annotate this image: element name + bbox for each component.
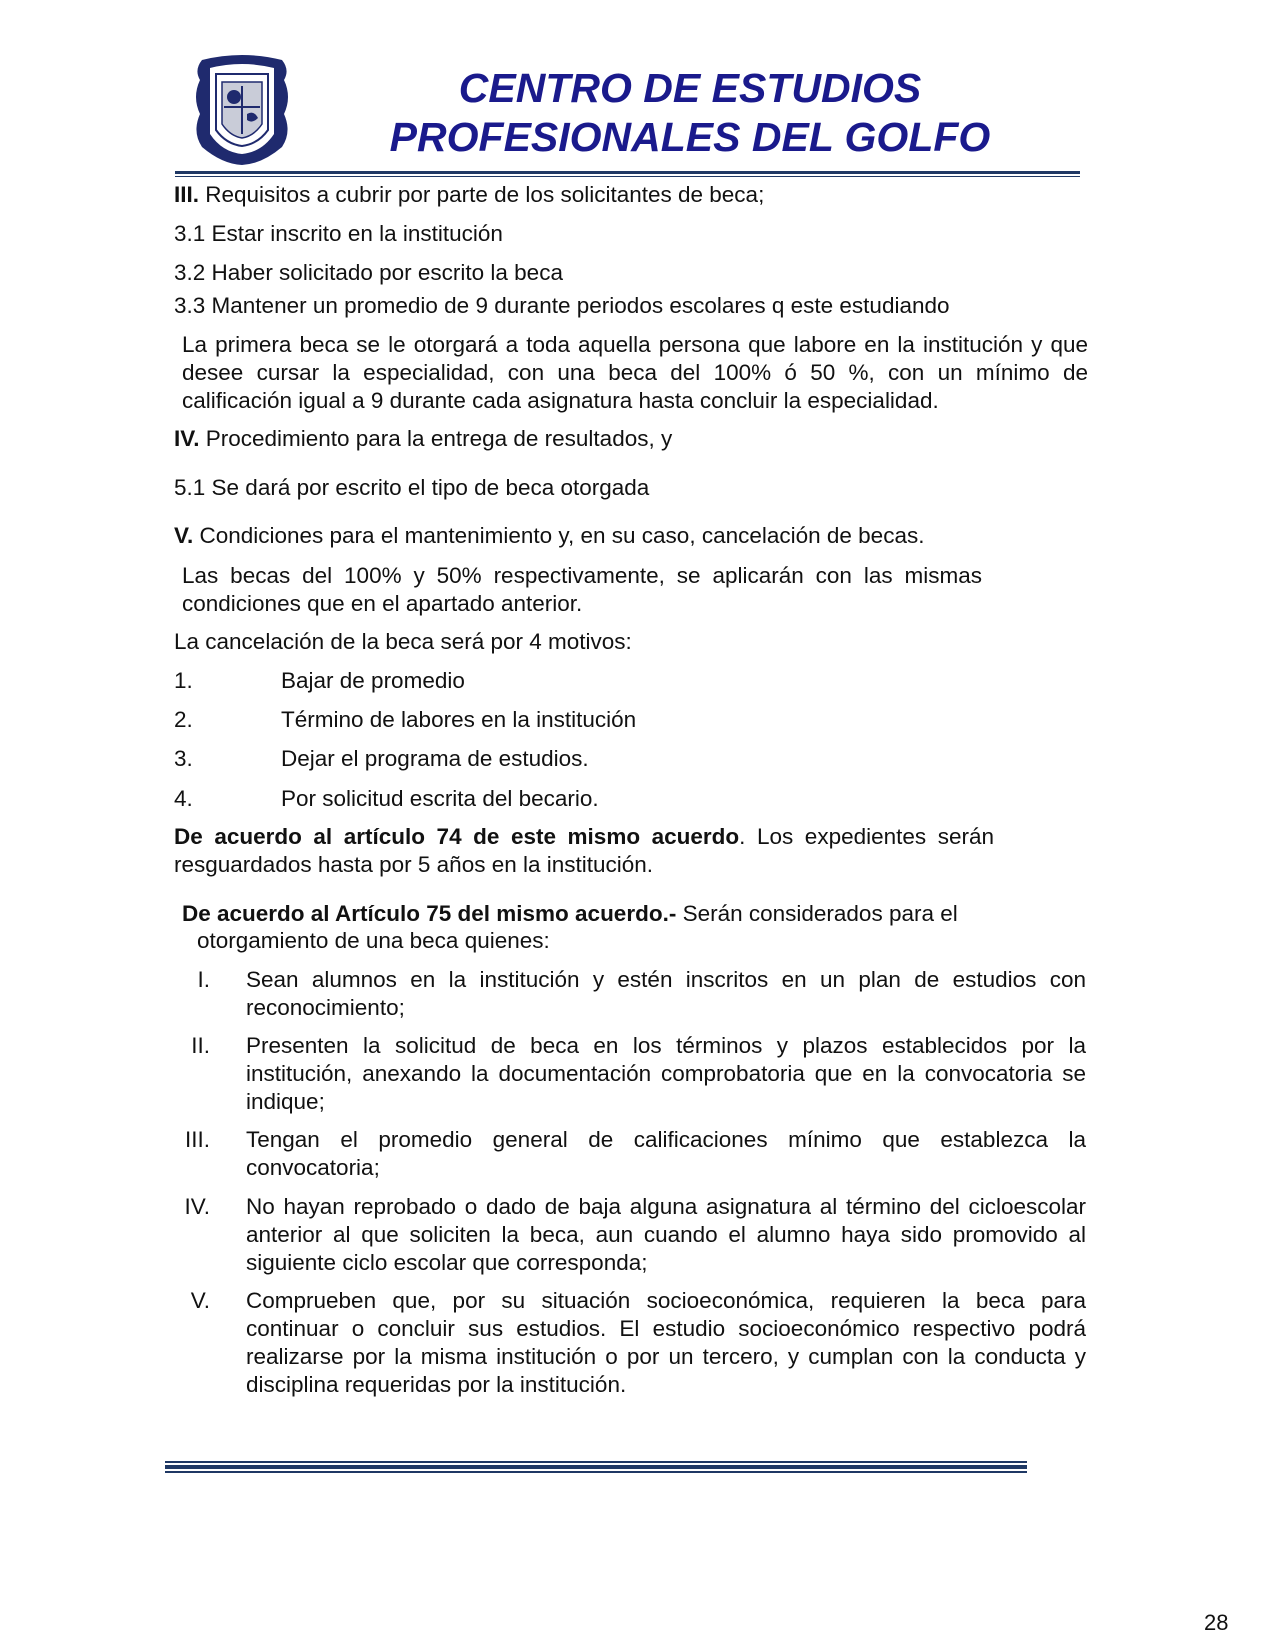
footer-rule-thick [165, 1465, 1027, 1469]
institution-title-line-1: CENTRO DE ESTUDIOS [458, 65, 922, 111]
page-number: 28 [1204, 1610, 1229, 1635]
cancellation-reason-text: Por solicitud escrita del becario. [281, 786, 599, 811]
footer-rule-bottom [165, 1471, 1027, 1473]
article-74-paragraph: De acuerdo al artículo 74 de este mismo acuerdo. Los expedientes serán resguardados hasta por 5 años en la institución. [174, 824, 994, 877]
results-item: 5.1 Se dará por escrito el tipo de beca otorgada [174, 475, 650, 500]
first-scholarship-paragraph: La primera beca se le otorgará a toda aquella persona que labore en la institución y que desee cursar la especialidad, con una beca del 100% ó 50 %, con un mínimo de calificación igual a 9 durante cada asignatura hasta concluir la especialidad. [182, 332, 1088, 413]
article-75-item-text: Presenten la solicitud de beca en los términos y plazos establecidos por la institución, anexando la documentación comprobatoria que en la convocatoria se indique; [246, 1033, 1086, 1114]
article-75-item-text: No hayan reprobado o dado de baja alguna asignatura al término del cicloescolar anterior al que soliciten la beca, aun cuando el alumno haya sido promovido al siguiente ciclo escolar que corresponda; [246, 1194, 1086, 1275]
cancellation-intro: La cancelación de la beca será por 4 motivos: [174, 629, 632, 654]
article-75-intro-line-2: otorgamiento de una beca quienes: [197, 928, 550, 953]
section-iv-heading: IV. Procedimiento para la entrega de resultados, y [174, 426, 673, 451]
article-75-item-number: I. [197, 967, 210, 992]
cancellation-reason-number: 1. [174, 668, 193, 693]
cancellation-reason-number: 4. [174, 786, 193, 811]
article-75-item-number: III. [184, 1127, 210, 1152]
section-iii-heading: III. Requisitos a cubrir por parte de los solicitantes de beca; [174, 182, 765, 207]
cancellation-reason-number: 3. [174, 746, 193, 771]
article-75-item-text: Comprueben que, por su situación socioeconómica, requieren la beca para continuar o concluir sus estudios. El estudio socioeconómico respectivo podrá realizarse por la misma institución o por un tercero, y cumplan con la conducta y disciplina requeridas por la institución. [246, 1288, 1086, 1397]
article-75-item-number: V. [190, 1288, 210, 1313]
article-75-item-number: IV. [184, 1194, 210, 1219]
section-v-heading: V. Condiciones para el mantenimiento y, en su caso, cancelación de becas. [174, 523, 925, 548]
article-75-item-text: Sean alumnos en la institución y estén inscritos en un plan de estudios con reconocimiento; [246, 967, 1086, 1020]
requirement-item: 3.1 Estar inscrito en la institución [174, 221, 503, 246]
cancellation-reason-text: Bajar de promedio [281, 668, 465, 693]
cancellation-reason-number: 2. [174, 707, 193, 732]
footer-rule-top [165, 1461, 1027, 1463]
cancellation-reason-text: Dejar el programa de estudios. [281, 746, 589, 771]
requirement-item: 3.3 Mantener un promedio de 9 durante periodos escolares q este estudiando [174, 293, 950, 318]
article-75-item-number: II. [191, 1033, 210, 1058]
header-rule-thick [175, 171, 1080, 174]
header-rule-thin [175, 176, 1080, 177]
institution-title-line-2: PROFESIONALES DEL GOLFO [389, 114, 991, 160]
institution-seal-logo [192, 52, 292, 167]
article-75-item-text: Tengan el promedio general de calificaciones mínimo que establezca la convocatoria; [246, 1127, 1086, 1180]
maintenance-paragraph: Las becas del 100% y 50% respectivamente, se aplicarán con las mismas condiciones que en el apartado anterior. [182, 563, 982, 616]
article-75-intro-line-1: De acuerdo al Artículo 75 del mismo acuerdo.- Serán considerados para el [182, 901, 958, 926]
cancellation-reason-text: Término de labores en la institución [281, 707, 637, 732]
requirement-item: 3.2 Haber solicitado por escrito la beca [174, 260, 563, 285]
